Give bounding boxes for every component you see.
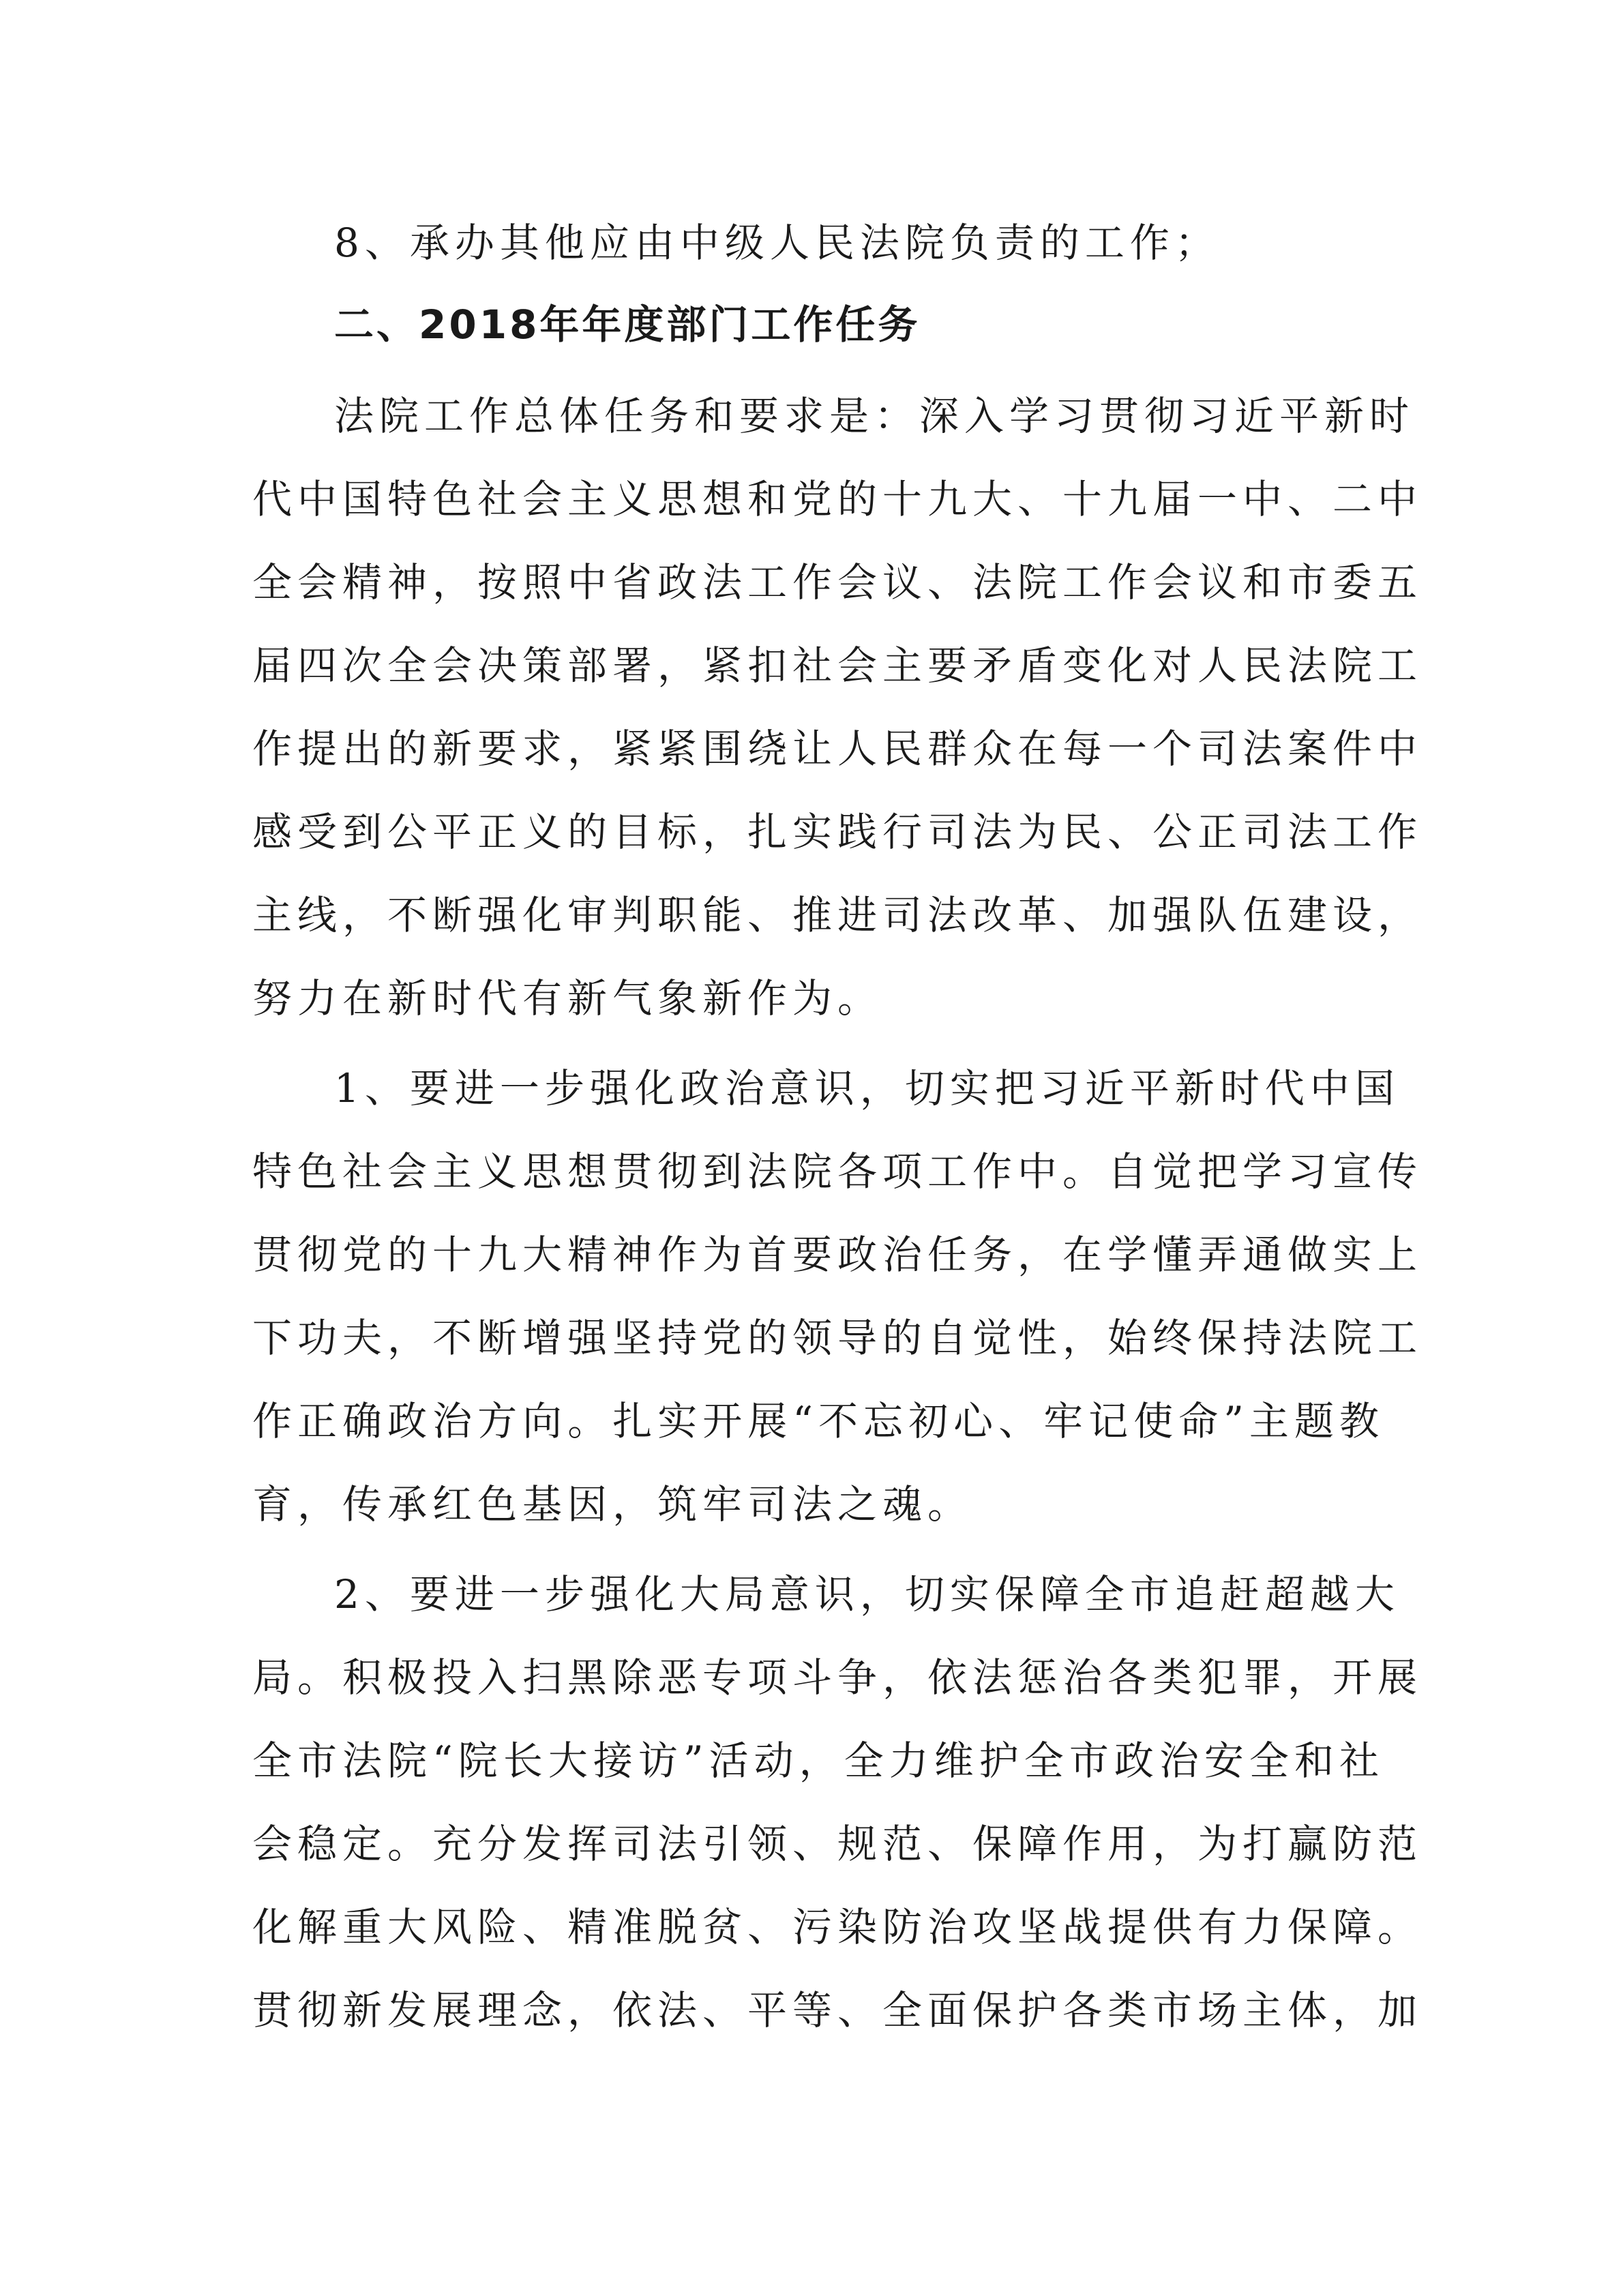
paragraph-line: 2、要进一步强化大局意识，切实保障全市追赶超越大 [334, 1571, 1400, 1617]
paragraph-line: 育，传承红色基因，筑牢司法之魂。 [252, 1481, 973, 1527]
paragraph-line: 作正确政治方向。扎实开展“不忘初心、牢记使命”主题教 [252, 1398, 1384, 1444]
paragraph-line: 特色社会主义思想贯彻到法院各项工作中。自觉把学习宣传 [252, 1148, 1423, 1195]
section-heading: 二、2018年年度部门工作任务 [334, 301, 921, 348]
paragraph-line: 1、要进一步强化政治意识，切实把习近平新时代中国 [334, 1065, 1400, 1112]
paragraph-line: 代中国特色社会主义思想和党的十九大、十九届一中、二中 [252, 476, 1423, 522]
paragraph-line: 努力在新时代有新气象新作为。 [252, 975, 883, 1022]
paragraph-line: 作提出的新要求，紧紧围绕让人民群众在每一个司法案件中 [252, 726, 1423, 772]
paragraph-line: 届四次全会决策部署，紧扣社会主要矛盾变化对人民法院工 [252, 642, 1423, 689]
paragraph-line: 贯彻新发展理念，依法、平等、全面保护各类市场主体，加 [252, 1987, 1423, 2033]
paragraph-line: 法院工作总体任务和要求是：深入学习贯彻习近平新时 [334, 393, 1415, 439]
paragraph-line: 贯彻党的十九大精神作为首要政治任务，在学懂弄通做实上 [252, 1232, 1423, 1278]
paragraph-line: 局。积极投入扫黑除恶专项斗争，依法惩治各类犯罪，开展 [252, 1654, 1423, 1701]
paragraph-line: 会稳定。充分发挥司法引领、规范、保障作用，为打赢防范 [252, 1821, 1423, 1867]
paragraph-line: 主线，不断强化审判职能、推进司法改革、加强队伍建设， [252, 892, 1423, 938]
list-item-8: 8、承办其他应由中级人民法院负责的工作； [334, 220, 1220, 266]
paragraph-line: 下功夫，不断增强坚持党的领导的自觉性，始终保持法院工 [252, 1315, 1423, 1361]
paragraph-line: 全市法院“院长大接访”活动，全力维护全市政治安全和社 [252, 1738, 1384, 1784]
paragraph-line: 全会精神，按照中省政法工作会议、法院工作会议和市委五 [252, 559, 1423, 606]
paragraph-line: 感受到公平正义的目标，扎实践行司法为民、公正司法工作 [252, 809, 1423, 855]
paragraph-line: 化解重大风险、精准脱贫、污染防治攻坚战提供有力保障。 [252, 1904, 1423, 1950]
